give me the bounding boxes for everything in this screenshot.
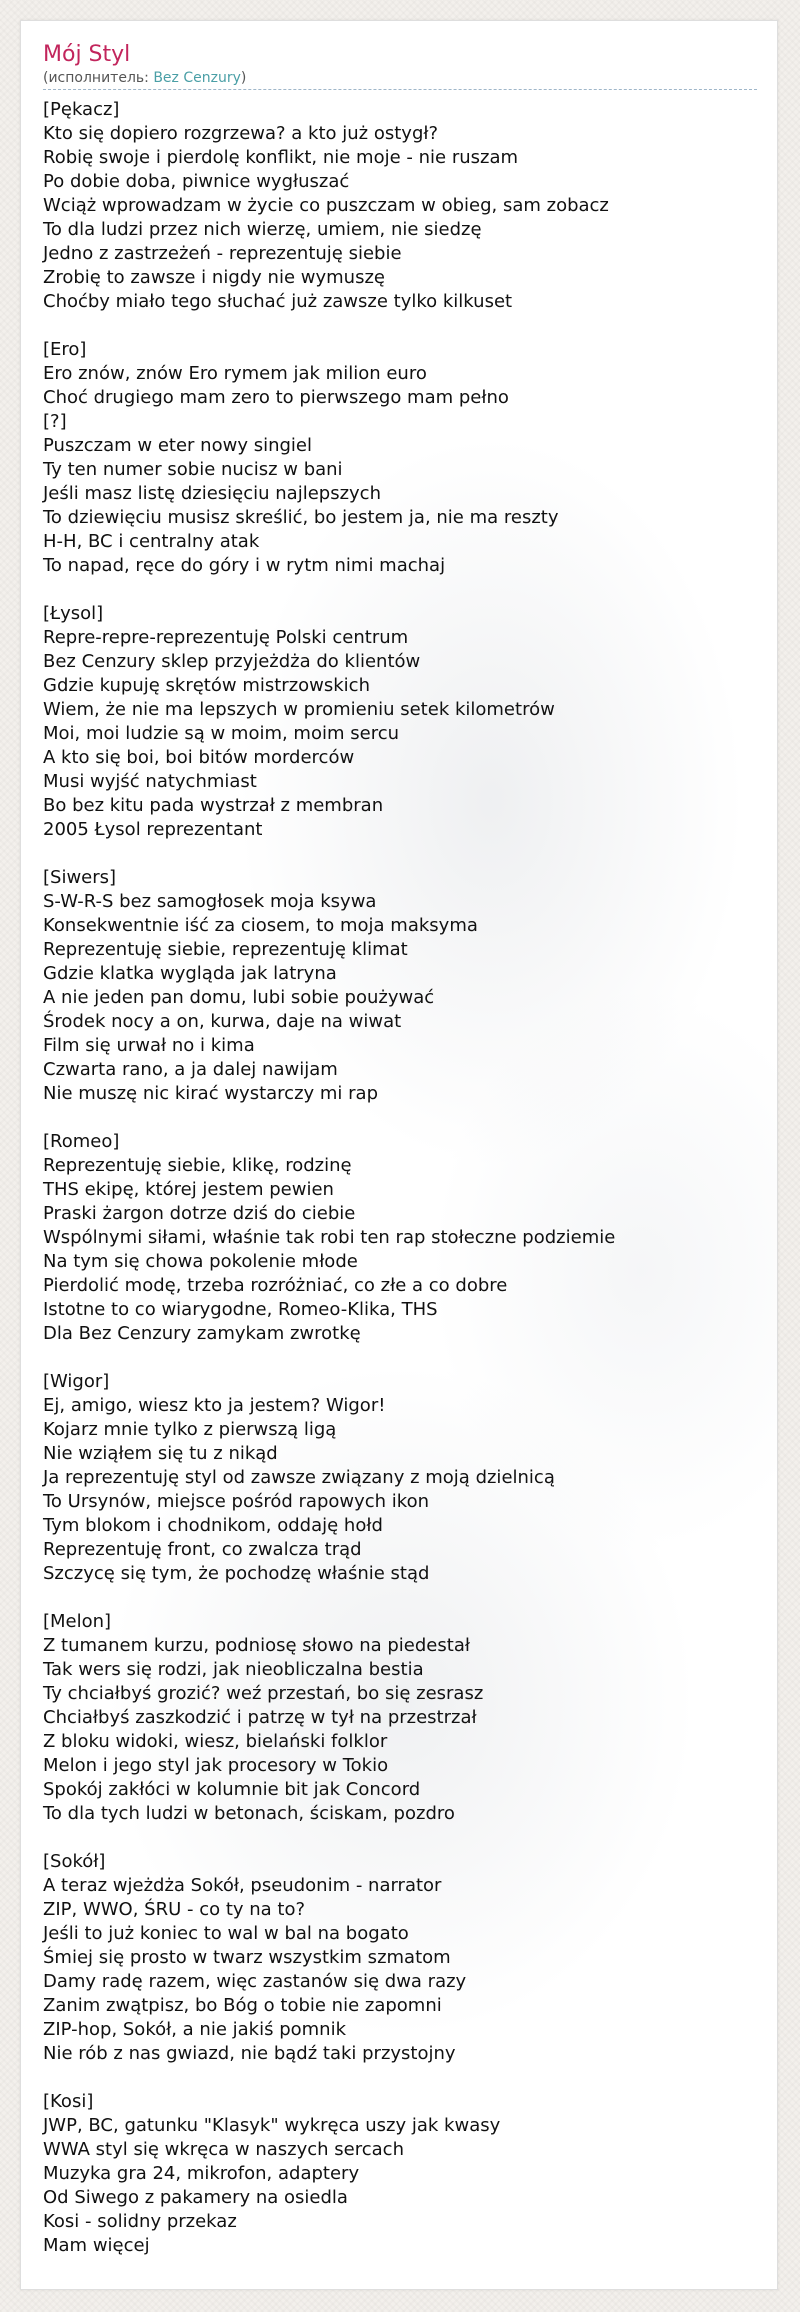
- lyric-line: Bo bez kitu pada wystrzał z membran: [43, 795, 384, 816]
- lyric-line: 2005 Łysol reprezentant: [43, 819, 263, 840]
- stanza-gap: [43, 2066, 757, 2090]
- verse-label: [Łysol]: [43, 603, 104, 624]
- lyric-line: Nie wziąłem się tu z nikąd: [43, 1443, 278, 1464]
- lyric-line: Tym blokom i chodnikom, oddaję hołd: [43, 1515, 383, 1536]
- verse-label: [Ero]: [43, 339, 87, 360]
- lyric-line: Ty chciałbyś grozić? weź przestań, bo się zesrasz: [43, 1683, 484, 1704]
- performer-prefix: (исполнитель:: [43, 70, 154, 86]
- verse-label: [Sokół]: [43, 1851, 106, 1872]
- lyric-line: Kosi - solidny przekaz: [43, 2211, 237, 2232]
- lyric-line: Film się urwał no i kima: [43, 1035, 255, 1056]
- stanza-gap: [43, 1826, 757, 1850]
- lyric-line: Chciałbyś zaszkodzić i patrzę w tył na przestrzał: [43, 1707, 477, 1728]
- lyric-line: Od Siwego z pakamery na osiedla: [43, 2187, 348, 2208]
- lyric-line: Jeśli masz listę dziesięciu najlepszych: [43, 483, 381, 504]
- lyric-line: Na tym się chowa pokolenie młode: [43, 1251, 358, 1272]
- lyric-line: Wspólnymi siłami, właśnie tak robi ten rap stołeczne podziemie: [43, 1227, 616, 1248]
- verse-label: [Wigor]: [43, 1371, 110, 1392]
- lyric-line: To dla ludzi przez nich wierzę, umiem, nie siedzę: [43, 219, 482, 240]
- lyric-line: Damy radę razem, więc zastanów się dwa razy: [43, 1971, 467, 1992]
- lyric-line: Czwarta rano, a ja dalej nawijam: [43, 1059, 338, 1080]
- lyrics-body: [43, 98, 757, 2258]
- lyric-line: Pierdolić modę, trzeba rozróżniać, co złe a co dobre: [43, 1275, 508, 1296]
- stanza: [43, 1850, 757, 2066]
- lyric-line: A kto się boi, boi bitów morderców: [43, 747, 355, 768]
- lyric-line: Nie rób z nas gwiazd, nie bądź taki przystojny: [43, 2043, 456, 2064]
- lyric-line: Gdzie klatka wygląda jak latryna: [43, 963, 337, 984]
- lyric-line: H-H, BC i centralny atak: [43, 531, 260, 552]
- lyric-line: [?]: [43, 411, 67, 432]
- lyric-line: Nie muszę nic kirać wystarczy mi rap: [43, 1083, 379, 1104]
- lyric-line: To dla tych ludzi w betonach, ściskam, pozdro: [43, 1803, 455, 1824]
- lyric-line: A nie jeden pan domu, lubi sobie poużywać: [43, 987, 435, 1008]
- lyric-line: Zrobię to zawsze i nigdy nie wymuszę: [43, 267, 385, 288]
- lyric-line: Mam więcej: [43, 2235, 150, 2256]
- verse-label: [Melon]: [43, 1611, 112, 1632]
- lyric-line: Środek nocy a on, kurwa, daje na wiwat: [43, 1011, 402, 1032]
- lyric-line: Jedno z zastrzeżeń - reprezentuję siebie: [43, 243, 402, 264]
- song-header: [43, 41, 757, 90]
- lyric-line: Musi wyjść natychmiast: [43, 771, 257, 792]
- lyric-line: To Ursynów, miejsce pośród rapowych ikon: [43, 1491, 429, 1512]
- lyric-line: Ej, amigo, wiesz kto ja jestem? Wigor!: [43, 1395, 386, 1416]
- lyric-line: Melon i jego styl jak procesory w Tokio: [43, 1755, 389, 1776]
- verse-label: [Pękacz]: [43, 99, 120, 120]
- stanza: [43, 1610, 757, 1826]
- lyric-line: Istotne to co wiarygodne, Romeo-Klika, THS: [43, 1299, 438, 1320]
- stanza-gap: [43, 1106, 757, 1130]
- lyric-line: Dla Bez Cenzury zamykam zwrotkę: [43, 1323, 361, 1344]
- lyric-line: Puszczam w eter nowy singiel: [43, 435, 312, 456]
- lyric-line: Choćby miało tego słuchać już zawsze tylko kilkuset: [43, 291, 513, 312]
- lyric-line: Moi, moi ludzie są w moim, moim sercu: [43, 723, 400, 744]
- lyric-line: Praski żargon dotrze dziś do ciebie: [43, 1203, 356, 1224]
- lyric-line: S-W-R-S bez samogłosek moja ksywa: [43, 891, 377, 912]
- artist-link[interactable]: Bez Cenzury: [153, 70, 241, 86]
- lyric-line: Po dobie doba, piwnice wygłuszać: [43, 171, 350, 192]
- lyric-line: Gdzie kupuję skrętów mistrzowskich: [43, 675, 370, 696]
- lyric-line: Z tumanem kurzu, podniosę słowo na piedestał: [43, 1635, 470, 1656]
- lyrics-card: [20, 20, 778, 2290]
- lyric-line: Repre-repre-reprezentuję Polski centrum: [43, 627, 409, 648]
- stanza-gap: [43, 1586, 757, 1610]
- stanza-gap: [43, 842, 757, 866]
- song-title: Mój Styl: [43, 42, 131, 67]
- lyric-line: Choć drugiego mam zero to pierwszego mam pełno: [43, 387, 509, 408]
- stanza: [43, 2090, 757, 2258]
- lyric-line: Szczycę się tym, że pochodzę właśnie stąd: [43, 1563, 430, 1584]
- lyric-line: A teraz wjeżdża Sokół, pseudonim - narrator: [43, 1875, 442, 1896]
- lyric-line: Tak wers się rodzi, jak nieobliczalna bestia: [43, 1659, 424, 1680]
- lyric-line: Spokój zakłóci w kolumnie bit jak Concord: [43, 1779, 421, 1800]
- verse-label: [Siwers]: [43, 867, 117, 888]
- lyric-line: Ty ten numer sobie nucisz w bani: [43, 459, 343, 480]
- lyric-line: Muzyka gra 24, mikrofon, adaptery: [43, 2163, 360, 2184]
- lyric-line: Śmiej się prosto w twarz wszystkim szmatom: [43, 1947, 451, 1968]
- lyric-line: Reprezentuję front, co zwalcza trąd: [43, 1539, 362, 1560]
- stanza: [43, 1130, 757, 1346]
- lyric-line: ZIP, WWO, ŚRU - co ty na to?: [43, 1899, 306, 1920]
- lyric-line: Kto się dopiero rozgrzewa? a kto już ostygł?: [43, 123, 439, 144]
- stanza: [43, 1370, 757, 1586]
- lyric-line: ZIP-hop, Sokół, a nie jakiś pomnik: [43, 2019, 346, 2040]
- stanza: [43, 866, 757, 1106]
- lyric-line: To dziewięciu musisz skreślić, bo jestem ja, nie ma reszty: [43, 507, 559, 528]
- performer-line: [43, 69, 757, 87]
- verse-label: [Kosi]: [43, 2091, 94, 2112]
- lyric-line: Bez Cenzury sklep przyjeżdża do klientów: [43, 651, 421, 672]
- lyric-line: Zanim zwątpisz, bo Bóg o tobie nie zapomni: [43, 1995, 442, 2016]
- lyric-line: JWP, BC, gatunku "Klasyk" wykręca uszy jak kwasy: [43, 2115, 501, 2136]
- lyric-line: Z bloku widoki, wiesz, bielański folklor: [43, 1731, 388, 1752]
- lyric-line: Kojarz mnie tylko z pierwszą ligą: [43, 1419, 337, 1440]
- lyric-line: WWA styl się wkręca w naszych sercach: [43, 2139, 404, 2160]
- lyric-line: Konsekwentnie iść za ciosem, to moja maksyma: [43, 915, 478, 936]
- lyric-line: Ja reprezentuję styl od zawsze związany z moją dzielnicą: [43, 1467, 555, 1488]
- performer-suffix: ): [240, 70, 247, 86]
- lyric-line: Reprezentuję siebie, klikę, rodzinę: [43, 1155, 352, 1176]
- stanza: [43, 338, 757, 578]
- stanza: [43, 98, 757, 314]
- lyric-line: To napad, ręce do góry i w rytm nimi machaj: [43, 555, 446, 576]
- stanza-gap: [43, 1346, 757, 1370]
- lyric-line: Jeśli to już koniec to wal w bal na bogato: [43, 1923, 409, 1944]
- stanza-gap: [43, 314, 757, 338]
- lyric-line: Wciąż wprowadzam w życie co puszczam w obieg, sam zobacz: [43, 195, 609, 216]
- lyric-line: Reprezentuję siebie, reprezentuję klimat: [43, 939, 408, 960]
- stanza: [43, 602, 757, 842]
- lyric-line: Wiem, że nie ma lepszych w promieniu setek kilometrów: [43, 699, 555, 720]
- lyric-line: Robię swoje i pierdolę konflikt, nie moje - nie ruszam: [43, 147, 519, 168]
- lyric-line: Ero znów, znów Ero rymem jak milion euro: [43, 363, 427, 384]
- stanza-gap: [43, 578, 757, 602]
- verse-label: [Romeo]: [43, 1131, 120, 1152]
- lyric-line: THS ekipę, której jestem pewien: [43, 1179, 334, 1200]
